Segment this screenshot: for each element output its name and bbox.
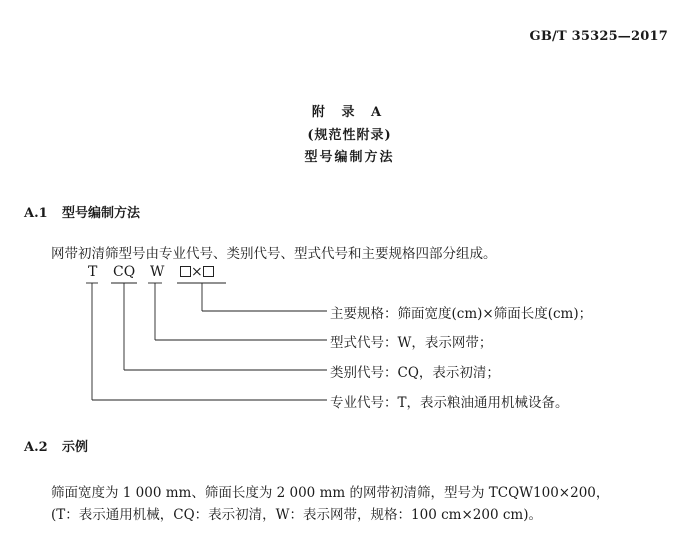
annex-type: (规范性附录) [307, 128, 392, 143]
intro-paragraph: 网带初清筛型号由专业代号、类别代号、型式代号和主要规格四部分组成。 [51, 246, 497, 262]
section-number: A.1 [24, 206, 48, 221]
label-form-code: 型式代号：W，表示网带； [330, 335, 493, 351]
spec-separator: × [191, 264, 203, 280]
section-heading-a2 [24, 436, 88, 455]
example-line-1: 筛面宽度为 1 000 mm、筛面长度为 2 000 mm 的网带初清筛，型号为 TCQW100×200， [51, 485, 610, 501]
code-part-w: W [150, 264, 165, 280]
label-category-code: 类别代号：CQ，表示初清； [330, 365, 500, 381]
annex-name: 型号编制方法 [304, 150, 395, 165]
label-main-spec: 主要规格：筛面宽度(cm)×筛面长度(cm)； [330, 306, 593, 322]
section-number: A.2 [24, 440, 48, 455]
code-part-cq: CQ [113, 264, 136, 280]
section-title: 型号编制方法 [62, 206, 141, 221]
label-specialty-code: 专业代号：T，表示粮油通用机械设备。 [330, 395, 569, 411]
example-line-2: (T：表示通用机械，CQ：表示初清，W：表示网带，规格：100 cm×200 cm)。 [51, 507, 542, 523]
annex-title: 附 录 A [311, 105, 388, 120]
standard-code: GB/T 35325—2017 [529, 29, 668, 44]
section-title: 示例 [62, 440, 89, 455]
code-part-t: T [88, 264, 98, 280]
